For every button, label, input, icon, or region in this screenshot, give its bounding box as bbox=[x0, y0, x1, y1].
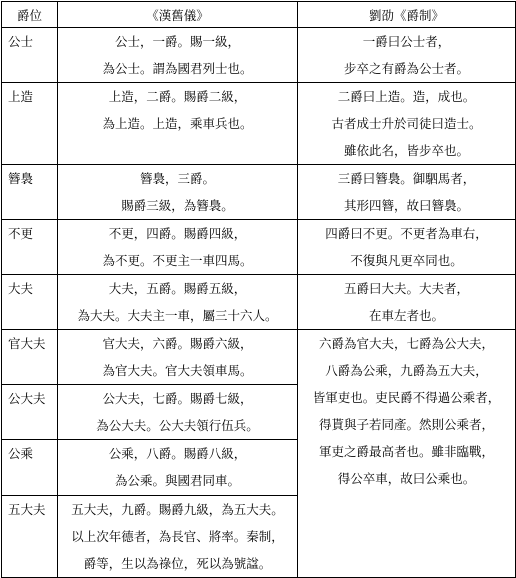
han-line: 為公大夫。公大夫領行伍兵。 bbox=[96, 418, 259, 433]
header-liu: 劉劭《爵制》 bbox=[298, 2, 516, 28]
header-row bbox=[2, 2, 516, 28]
rank-cell: 公乘 bbox=[2, 440, 58, 496]
han-line: 以上次年德者，為長官、將率。秦制， bbox=[71, 529, 284, 544]
liu-line: 得公卒車，故曰公乘也。 bbox=[337, 471, 476, 486]
liu-line: 得貰與子若同產。然則公乘者， bbox=[318, 417, 494, 432]
liu-line: 軍吏之爵最高者也。雖非臨戰， bbox=[318, 444, 494, 459]
liu-line: 不復與凡更卒同也。 bbox=[350, 253, 463, 268]
han-line: 不更，四爵。賜爵四級， bbox=[108, 226, 247, 241]
liu-merged-cell bbox=[298, 330, 516, 578]
table-row bbox=[2, 28, 516, 83]
liu-line: 六爵為官大夫，七爵為公大夫， bbox=[318, 336, 494, 351]
han-line: 大夫，五爵。賜爵五級， bbox=[108, 281, 247, 296]
han-line: 官大夫，六爵。賜爵六級， bbox=[102, 336, 253, 351]
table-row bbox=[2, 275, 516, 330]
han-line: 公大夫，七爵。賜爵七級， bbox=[102, 391, 253, 406]
liu-line: 雖依此名，皆步卒也。 bbox=[343, 143, 469, 158]
han-line: 為官大夫。官大夫領車馬。 bbox=[102, 363, 253, 378]
han-line: 為上造。上造，乘車兵也。 bbox=[102, 116, 253, 131]
rank-cell: 五大夫 bbox=[2, 496, 58, 578]
han-cell bbox=[58, 83, 298, 165]
liu-line: 二爵曰上造。造，成也。 bbox=[337, 89, 476, 104]
liu-line: 五爵曰大夫。大夫者， bbox=[343, 281, 469, 296]
han-cell bbox=[58, 165, 298, 220]
table-row bbox=[2, 220, 516, 275]
han-line: 上造，二爵。賜爵二級， bbox=[108, 89, 247, 104]
han-cell bbox=[58, 275, 298, 330]
han-cell bbox=[58, 440, 298, 496]
liu-line: 在車左者也。 bbox=[368, 308, 444, 323]
rank-cell: 大夫 bbox=[2, 275, 58, 330]
liu-line: 三爵曰簪裊。御駟馬者， bbox=[337, 171, 476, 186]
table-row bbox=[2, 165, 516, 220]
liu-cell bbox=[298, 275, 516, 330]
liu-line: 四爵曰不更。不更者為車右， bbox=[325, 226, 488, 241]
header-han: 《漢舊儀》 bbox=[58, 2, 298, 28]
han-line: 為公乘。與國君同車。 bbox=[114, 473, 240, 488]
han-line: 為不更。不更主一車四馬。 bbox=[102, 253, 253, 268]
liu-line: 皆軍吏也。吏民爵不得過公乘者， bbox=[312, 390, 501, 405]
han-line: 公乘，八爵。賜爵八級， bbox=[108, 446, 247, 461]
rank-cell: 上造 bbox=[2, 83, 58, 165]
liu-cell bbox=[298, 28, 516, 83]
liu-cell bbox=[298, 220, 516, 275]
han-line: 為公士。謂為國君列士也。 bbox=[102, 61, 253, 76]
rank-cell: 不更 bbox=[2, 220, 58, 275]
han-cell bbox=[58, 385, 298, 440]
rank-cell: 官大夫 bbox=[2, 330, 58, 385]
rank-cell: 公士 bbox=[2, 28, 58, 83]
han-line: 簪裊，三爵。 bbox=[139, 171, 215, 186]
rank-cell: 簪裊 bbox=[2, 165, 58, 220]
liu-line: 步卒之有爵為公士者。 bbox=[343, 61, 469, 76]
han-line: 賜爵三級，為簪裊。 bbox=[121, 198, 234, 213]
han-cell bbox=[58, 28, 298, 83]
han-line: 為大夫。大夫主一車，屬三十六人。 bbox=[77, 308, 278, 323]
table-row bbox=[2, 83, 516, 165]
han-cell bbox=[58, 220, 298, 275]
han-line: 公士，一爵。賜一級， bbox=[114, 34, 240, 49]
liu-line: 八爵為公乘，九爵為五大夫， bbox=[325, 363, 488, 378]
rank-cell: 公大夫 bbox=[2, 385, 58, 440]
liu-line: 一爵曰公士者， bbox=[362, 34, 451, 49]
header-rank: 爵位 bbox=[2, 2, 58, 28]
table-row bbox=[2, 330, 516, 385]
liu-line: 古者成士升於司徒曰造士。 bbox=[331, 116, 482, 131]
rank-comparison-table bbox=[1, 1, 516, 578]
liu-cell bbox=[298, 83, 516, 165]
han-cell bbox=[58, 330, 298, 385]
han-line: 五大夫，九爵。賜爵九級，為五大夫。 bbox=[71, 502, 284, 517]
han-cell bbox=[58, 496, 298, 578]
liu-cell bbox=[298, 165, 516, 220]
liu-line: 其形四簪，故曰簪裊。 bbox=[343, 198, 469, 213]
han-line: 爵等，生以為祿位，死以為號諡。 bbox=[83, 556, 272, 571]
